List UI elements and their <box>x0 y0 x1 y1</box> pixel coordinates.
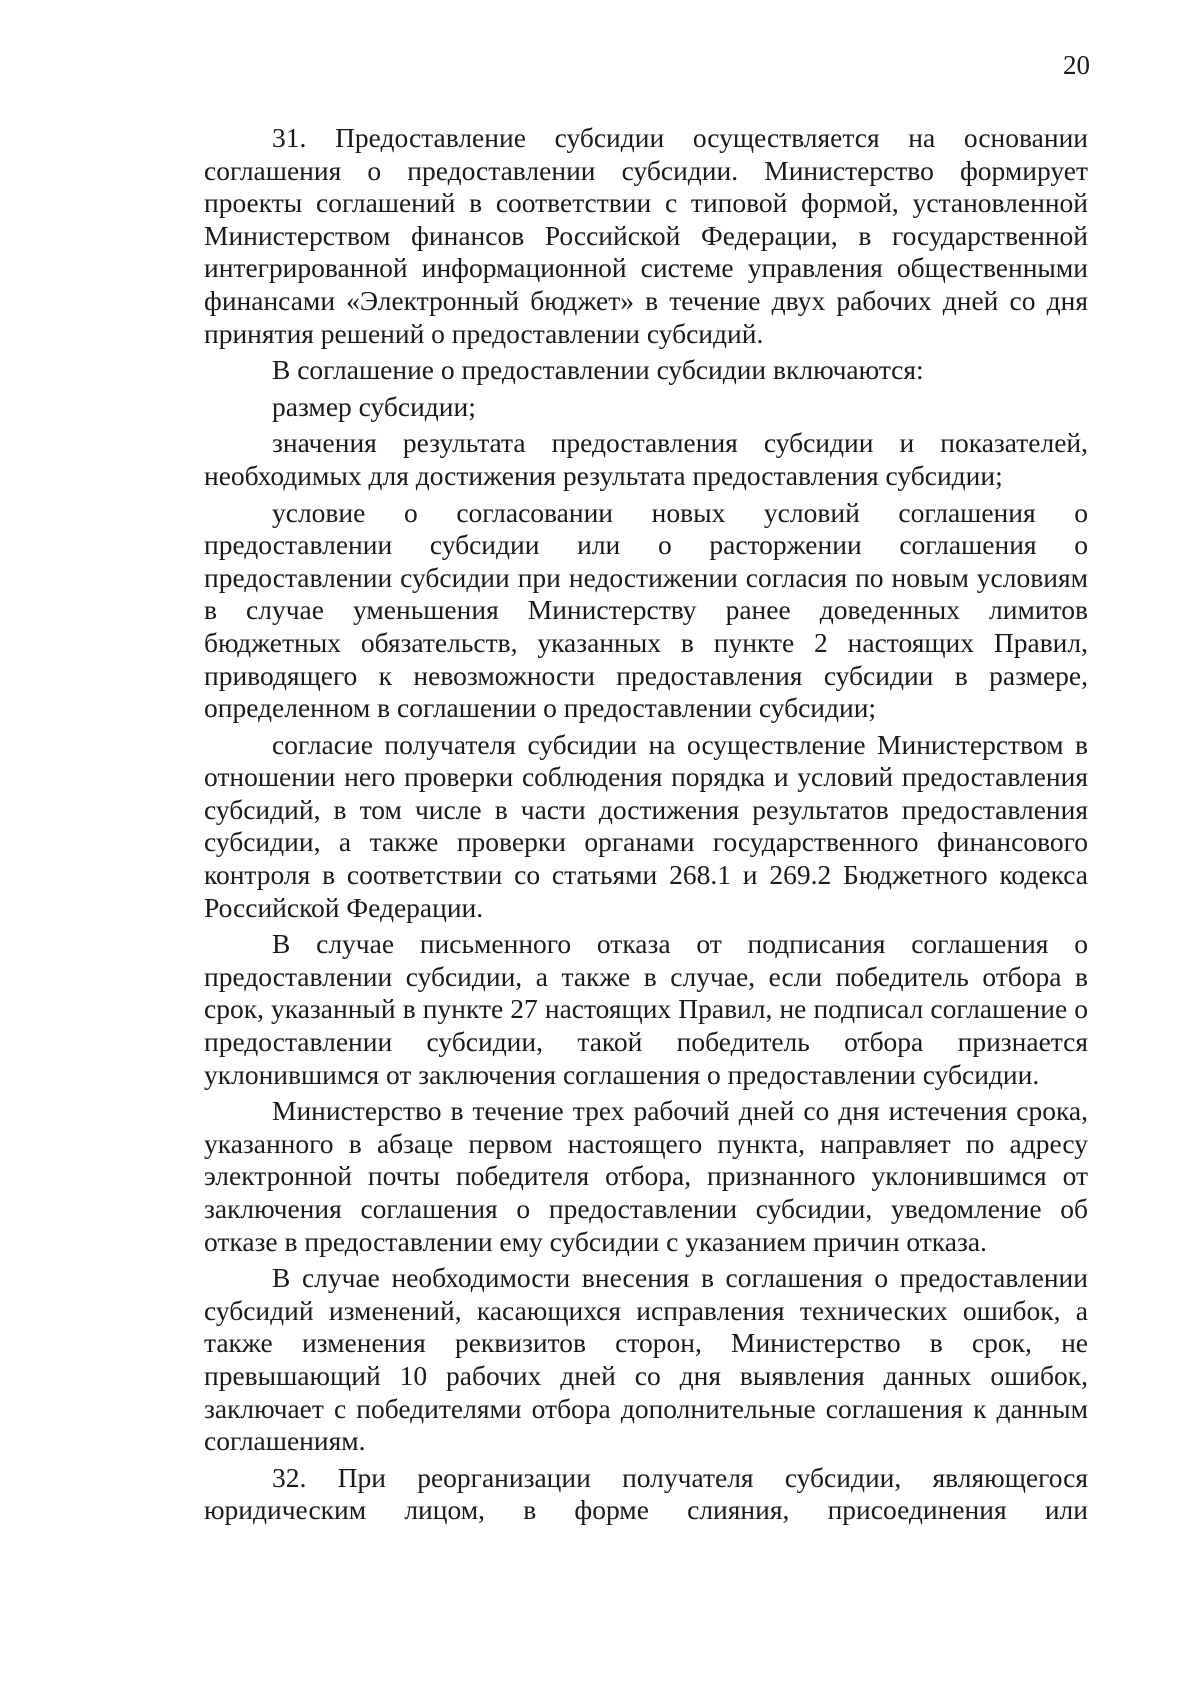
paragraph-32-reorganization: 32. При реорганизации получателя субсидии, являющегося юридическим лицом, в форме слияния, присоединения или <box>204 1461 1088 1526</box>
paragraph-new-conditions: условие о согласовании новых условий соглашения о предоставлении субсидии или о расторжении соглашения о предоставлении субсидии при недостижении согласия по новым условиям в случае уменьшения Министерству ранее доведенных лимитов бюджетных обязательств, указанных в пункте 2 настоящих Правил, приводящего к невозможности предоставления субсидии в размере, определенном в соглашении о предоставлении субсидии; <box>204 496 1088 724</box>
paragraph-refusal: В случае письменного отказа от подписания соглашения о предоставлении субсидии, а также в случае, если победитель отбора в срок, указанный в пункте 27 настоящих Правил, не подписал соглашение о предоставлении субсидии, такой победитель отбора признается уклонившимся от заключения соглашения о предоставлении субсидии. <box>204 928 1088 1090</box>
page-number: 20 <box>1063 50 1090 80</box>
paragraph-agreement-includes: В соглашение о предоставлении субсидии включаются: <box>272 354 924 386</box>
paragraph-subsidy-amount: размер субсидии; <box>272 390 476 422</box>
paragraph-recipient-consent: согласие получателя субсидии на осуществление Министерством в отношении него проверки соблюдения порядка и условий предоставления субсидий, в том числе в части достижения результатов предоставления субсидии, а также проверки органами государственного финансового контроля в соответствии со статьями 268.1 и 269.2 Бюджетного кодекса Российской Федерации. <box>204 728 1088 923</box>
paragraph-amendments: В случае необходимости внесения в соглашения о предоставлении субсидий изменений, касающихся исправления технических ошибок, а также изменения реквизитов сторон, Министерство в срок, не превышающий 10 рабочих дней со дня выявления данных ошибок, заключает с победителями отбора дополнительные соглашения к данным соглашениям. <box>204 1262 1088 1457</box>
paragraph-result-values: значения результата предоставления субсидии и показателей, необходимых для достижения результата предоставления субсидии; <box>204 427 1088 491</box>
paragraph-31-intro: 31. Предоставление субсидии осуществляется на основании соглашения о предоставлении субсидии. Министерство формирует проекты соглашений в соответствии с типовой формой, установленной Министерством финансов Российской Федерации, в государственной интегрированной информационной системе управления общественными финансами «Электронный бюджет» в течение двух рабочих дней со дня принятия решений о предоставлении субсидий. <box>204 122 1088 349</box>
paragraph-ministry-notice: Министерство в течение трех рабочий дней со дня истечения срока, указанного в абзаце первом настоящего пункта, направляет по адресу электронной почты победителя отбора, признанного уклонившимся от заключения соглашения о предоставлении субсидии, уведомление об отказе в предоставлении ему субсидии с указанием причин отказа. <box>204 1095 1088 1257</box>
document-body <box>204 122 1088 1527</box>
